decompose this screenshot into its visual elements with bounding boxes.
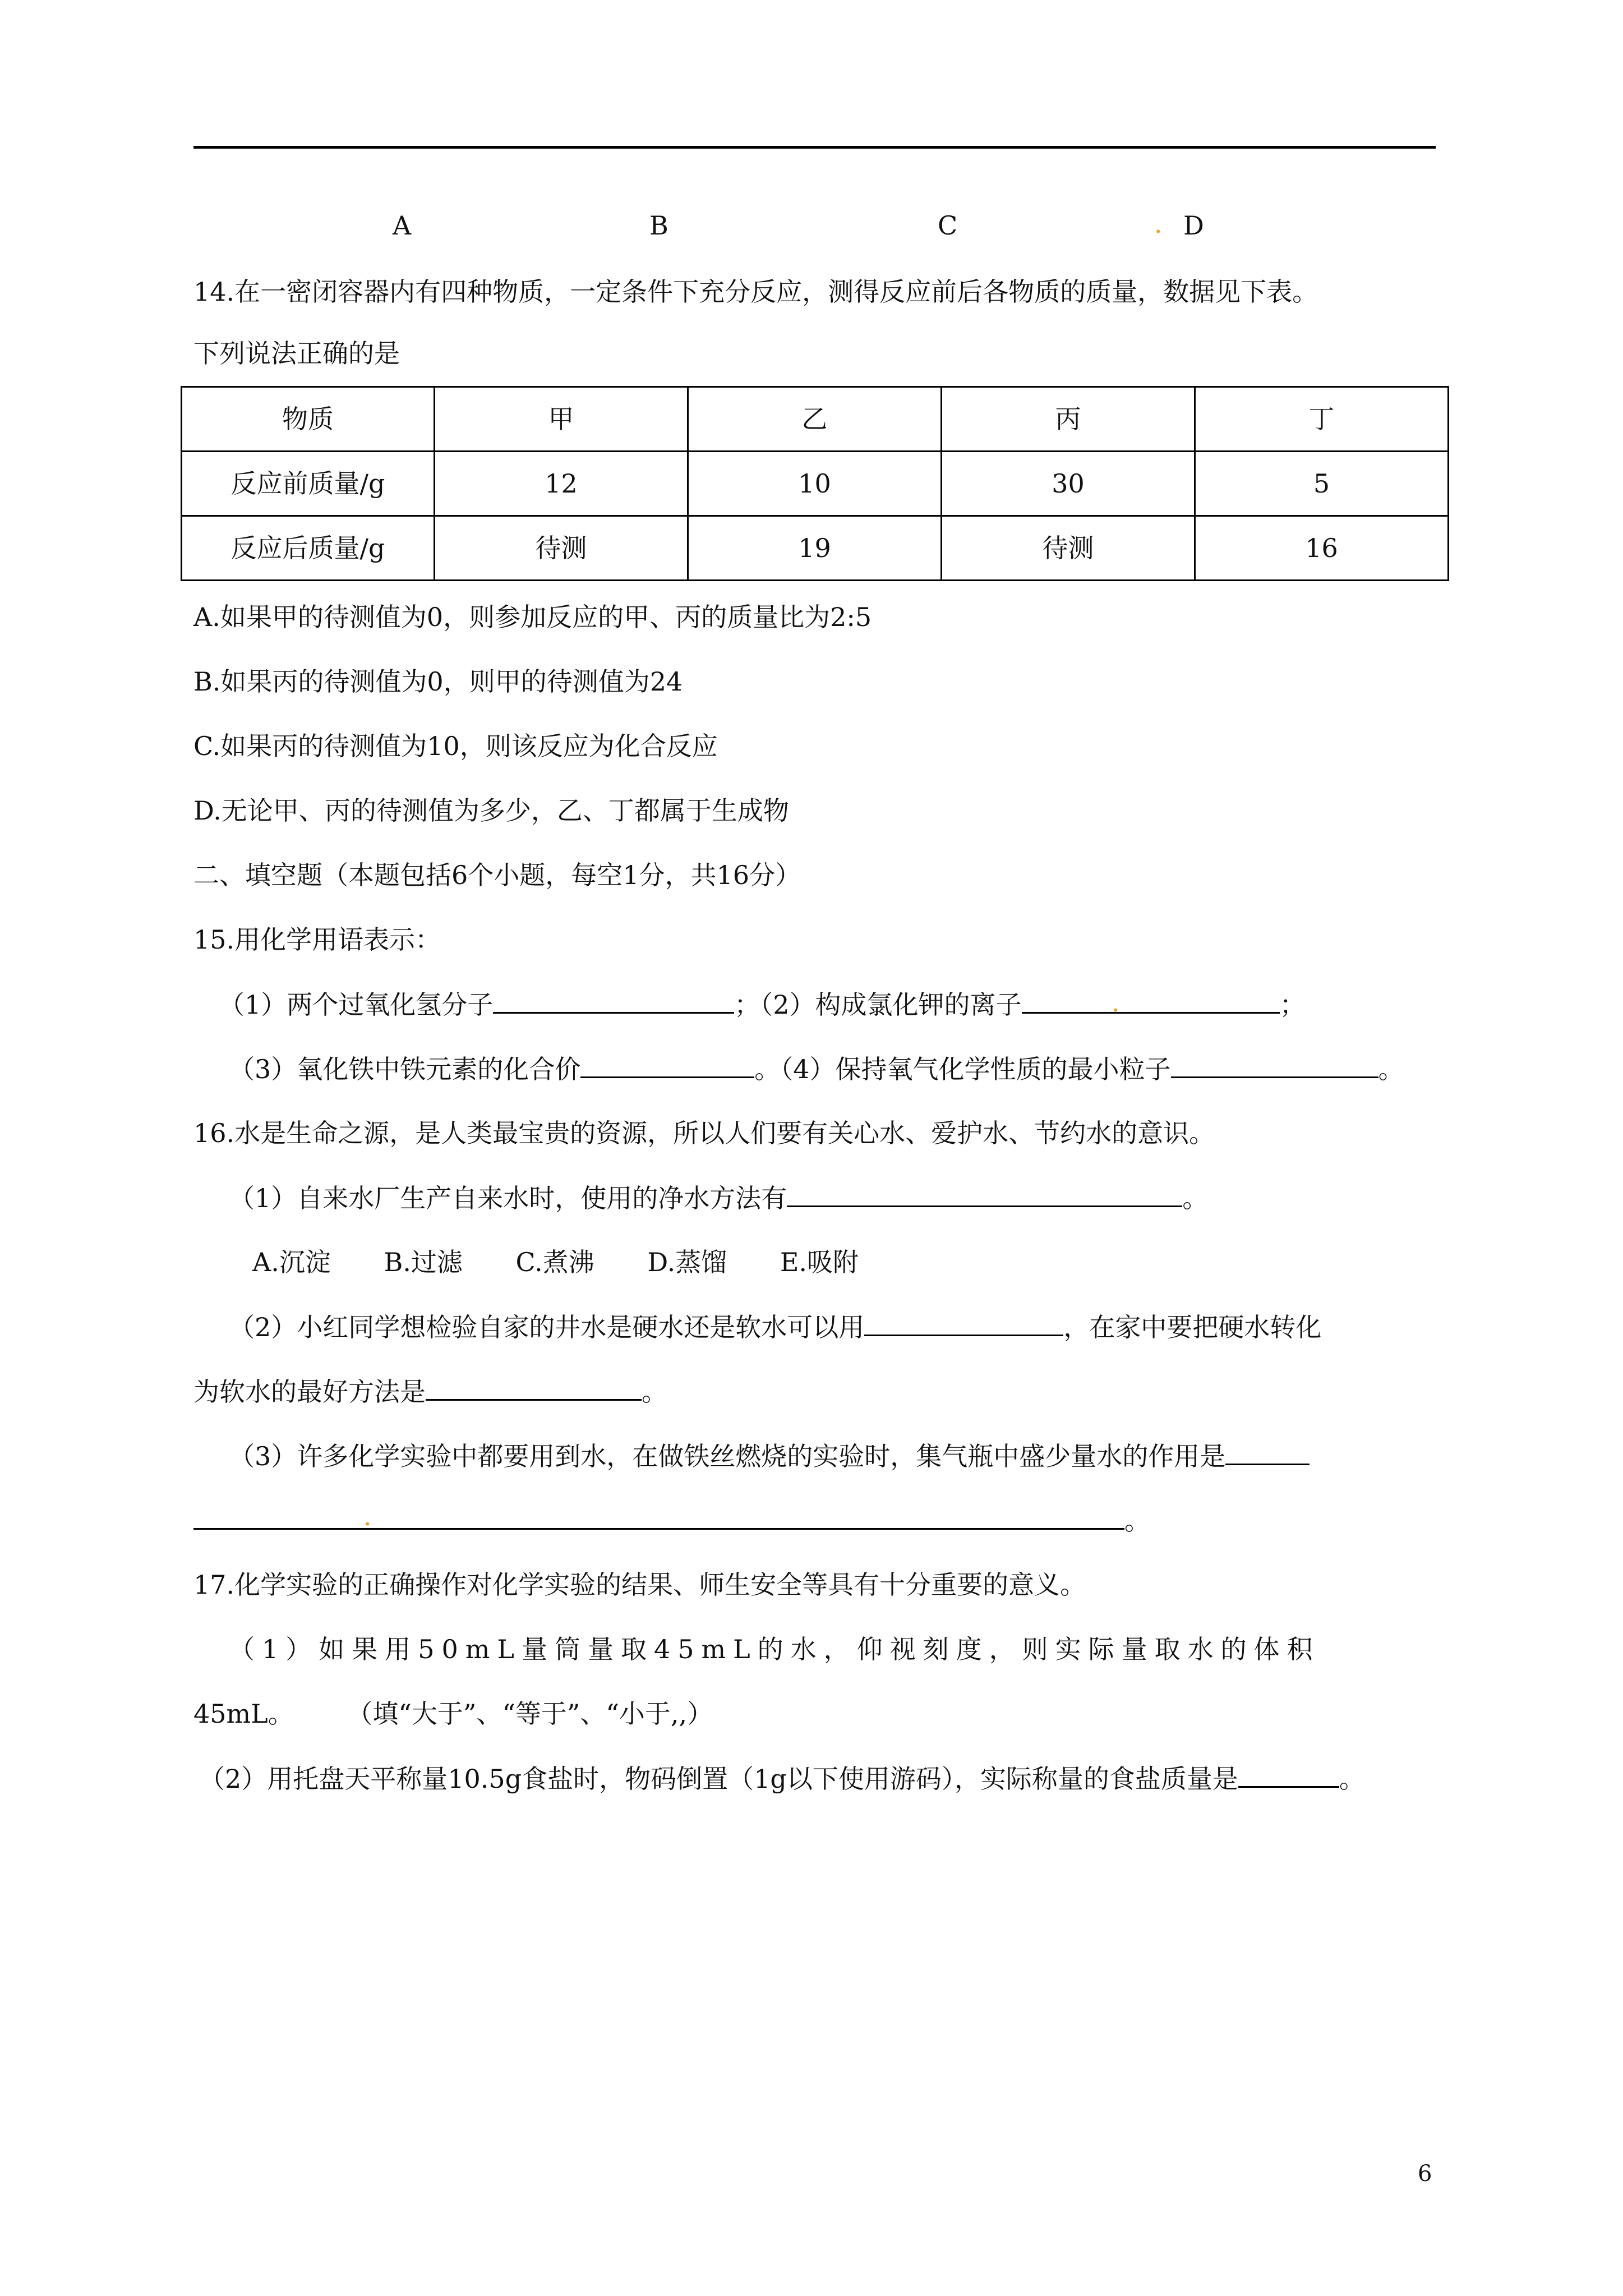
table-cell: 丙 (942, 387, 1195, 452)
header-rule (193, 146, 1436, 149)
q16-title: 16.水是生命之源，是人类最宝贵的资源，所以人们要有关心水、爱护水、节约水的意识。 (193, 1118, 1215, 1148)
q14-stem-line2: 下列说法正确的是 (193, 338, 400, 369)
q14-option-c: C.如果丙的待测值为10，则该反应为化合反应 (193, 731, 718, 761)
table-row (182, 452, 1449, 516)
q17-part2-text: （2）用托盘天平称量10.5g食盐时，物码倒置（1g以下使用游码），实际称量的食盐质量是 (199, 1764, 1238, 1794)
answer-blank[interactable] (787, 1181, 1182, 1207)
page-number: 6 (1418, 2161, 1432, 2187)
stray-dot: . (1112, 987, 1120, 1018)
q16-line5 (193, 1503, 1150, 1538)
table-cell: 反应前质量/g (182, 452, 435, 516)
stray-dot: . (363, 1501, 372, 1531)
q14-stem-line1: 14.在一密闭容器内有四种物质，一定条件下充分反应，测得反应前后各物质的质量，数据见下表。 (193, 277, 1318, 307)
answer-blank[interactable] (1238, 1761, 1339, 1788)
table-cell: 16 (1195, 516, 1449, 581)
answer-blank[interactable] (864, 1310, 1063, 1336)
q16-line4 (229, 1439, 1310, 1473)
q16-part2-text: （2）小红同学想检验自家的井水是硬水还是软水可以用 (229, 1312, 865, 1342)
table-cell: 乙 (688, 387, 942, 452)
q17-part1-end: 45mL。 (193, 1699, 294, 1729)
q17-line2 (193, 1697, 713, 1731)
choice-e: E.吸附 (780, 1247, 859, 1277)
q16-choices (252, 1245, 859, 1279)
section-heading: 二、填空题（本题包括6个小题，每空1分，共16分） (193, 860, 801, 890)
answer-blank[interactable] (1225, 1439, 1310, 1465)
choice-b: B.过滤 (384, 1247, 463, 1277)
q16-line2 (229, 1310, 1321, 1344)
answer-blank[interactable] (493, 987, 734, 1014)
table-row (182, 516, 1449, 581)
mass-data-table (181, 386, 1449, 581)
option-a-label: A (393, 210, 412, 241)
answer-blank[interactable] (426, 1374, 642, 1401)
choice-d: D.蒸馏 (647, 1247, 727, 1277)
q16-punct: 。 (1182, 1183, 1209, 1213)
q15-punct: ； (1279, 990, 1306, 1020)
choice-a: A.沉淀 (252, 1247, 331, 1277)
answer-blank[interactable] (193, 1503, 1124, 1530)
table-cell: 12 (435, 452, 688, 516)
q15-part4-text: 。（4）保持氧气化学性质的最小粒子 (754, 1054, 1171, 1084)
table-cell: 甲 (435, 387, 688, 452)
q16-part2-cont: ，在家中要把硬水转化 (1063, 1312, 1322, 1342)
q17-line1: （1）如果用50mL量筒量取45mL的水，仰视刻度，则实际量取水的体积 (229, 1634, 1320, 1664)
q15-part3-text: （3）氧化铁中铁元素的化合价 (229, 1054, 581, 1084)
q16-punct: 。 (1124, 1506, 1150, 1536)
option-c-label: C (938, 210, 958, 241)
option-d-label: D (1183, 210, 1204, 241)
table-cell: 物质 (182, 387, 435, 452)
table-cell: 待测 (942, 516, 1195, 581)
answer-blank[interactable] (1171, 1052, 1378, 1078)
q17-punct: 。 (1339, 1764, 1365, 1794)
table-cell: 待测 (435, 516, 688, 581)
choice-c: C.煮沸 (515, 1247, 594, 1277)
q16-line1 (229, 1181, 1208, 1215)
q16-part2-cont2: 为软水的最好方法是 (193, 1377, 426, 1407)
q16-line3 (193, 1374, 667, 1409)
q15-part2-text: ；（2）构成氯化钾的离子 (734, 990, 1022, 1020)
answer-blank[interactable] (1022, 987, 1280, 1014)
answer-blank[interactable] (580, 1052, 754, 1078)
q16-part3-text: （3）许多化学实验中都要用到水，在做铁丝燃烧的实验时，集气瓶中盛少量水的作用是 (229, 1441, 1226, 1471)
q15-punct: 。 (1378, 1054, 1404, 1084)
table-cell: 5 (1195, 452, 1449, 516)
table-cell: 10 (688, 452, 942, 516)
q15-title: 15.用化学用语表示： (193, 924, 441, 955)
stray-dot: . (1154, 209, 1163, 239)
q16-part1-text: （1）自来水厂生产自来水时，使用的净水方法有 (229, 1183, 787, 1213)
q17-line3 (199, 1761, 1365, 1796)
option-b-label: B (649, 210, 668, 241)
table-header-row (182, 387, 1449, 452)
table-cell: 反应后质量/g (182, 516, 435, 581)
q14-option-b: B.如果丙的待测值为0，则甲的待测值为24 (193, 666, 683, 697)
q16-punct: 。 (642, 1377, 667, 1407)
q14-option-d: D.无论甲、丙的待测值为多少，乙、丁都属于生成物 (193, 795, 789, 826)
q15-part1-text: （1）两个过氧化氢分子 (219, 990, 494, 1020)
q15-line1 (219, 987, 1306, 1022)
table-cell: 19 (688, 516, 942, 581)
table-cell: 30 (942, 452, 1195, 516)
q17-title: 17.化学实验的正确操作对化学实验的结果、师生安全等具有十分重要的意义。 (193, 1570, 1086, 1600)
q14-option-a: A.如果甲的待测值为0，则参加反应的甲、丙的质量比为2:5 (193, 602, 872, 632)
q17-hint: （填“大于”、“等于”、“小于,,） (347, 1699, 713, 1729)
table-cell: 丁 (1195, 387, 1449, 452)
q15-line2 (229, 1052, 1404, 1086)
